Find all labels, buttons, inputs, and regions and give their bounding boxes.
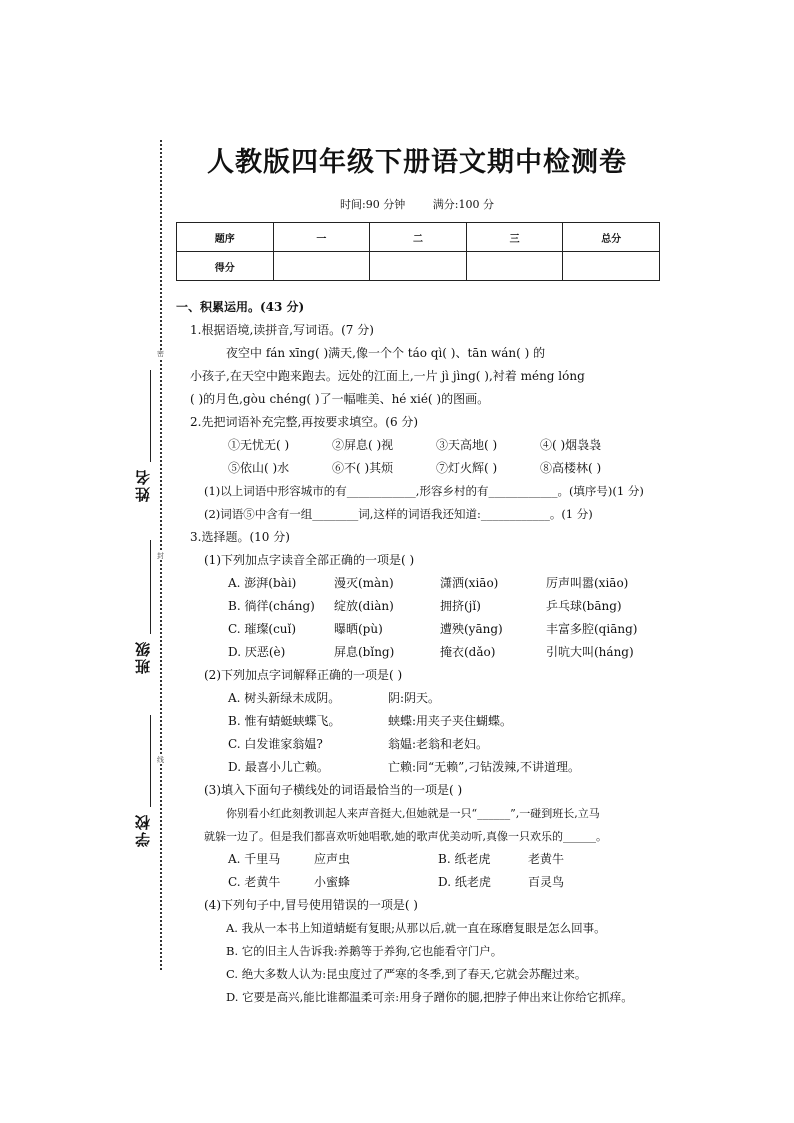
option-cell: C. 白发谁家翁媪? (228, 737, 323, 751)
score-header-cell: 二 (370, 223, 467, 252)
option-cell: 曝晒(pù) (334, 622, 383, 636)
q3-sub-1: (1)下列加点字读音全部正确的一项是( ) (204, 553, 415, 567)
option-cell: 小蜜蜂 (314, 875, 351, 889)
q3-2-option (176, 756, 662, 779)
q3-2-option (176, 687, 662, 710)
option-cell: 绽放(diàn) (334, 599, 394, 613)
name-line (150, 370, 151, 462)
seal-char-feng: 封 (157, 552, 164, 560)
question-1: 1.根据语境,读拼音,写词语。(7 分) (190, 323, 374, 337)
question-3: 3.选择题。(10 分) (190, 530, 290, 544)
option-cell: A. 树头新绿未成阴。 (228, 691, 341, 705)
option-cell: C. 老黄牛 (228, 875, 281, 889)
school-label: 学校 (134, 813, 152, 847)
section-heading: 一、积累运用。(43 分) (176, 300, 305, 314)
option-cell: 应声虫 (314, 852, 351, 866)
score-header-cell: 总分 (563, 223, 660, 252)
class-field[interactable] (132, 540, 152, 690)
q2-item: ④( )烟袅袅 (540, 438, 602, 452)
score-input-cell[interactable] (273, 252, 370, 281)
score-table (176, 222, 660, 281)
q3-sub-4: (4)下列句子中,冒号使用错误的一项是( ) (204, 898, 418, 912)
full-score-text: 满分:100 分 (432, 198, 494, 211)
q2-item: ②屏息( )视 (332, 438, 394, 452)
q3-4-option: B. 它的旧主人告诉我:养鹅等于养狗,它也能看守门户。 (226, 944, 503, 958)
q3-1-option (176, 572, 662, 595)
option-cell: A. 千里马 (228, 852, 281, 866)
option-cell: D. 厌恶(è) (228, 645, 286, 659)
option-cell: 厉声叫嚣(xiāo) (546, 576, 629, 590)
q3-3-passage: 就躲一边了。但是我们都喜欢听她唱歌,她的歌声优美动听,真像一只欢乐的______。 (204, 830, 607, 843)
school-line (150, 715, 151, 807)
q1-text-line: 夜空中 fán xīng( )满天,像一个个 táo qì( )、tān wán( ) 的 (226, 346, 546, 360)
option-cell: 亡赖:同“无赖”,刁钻泼辣,不讲道理。 (388, 760, 580, 774)
q2-sub-2: (2)词语⑤中含有一组________词,这样的词语我还知道:____________。(1 分) (204, 507, 593, 521)
option-cell: 翁媪:老翁和老妇。 (388, 737, 489, 751)
option-cell: 漫灭(màn) (334, 576, 394, 590)
class-line (150, 540, 151, 634)
option-cell: 掩衣(dǎo) (440, 645, 496, 659)
score-row (177, 252, 660, 281)
q3-4-option: C. 绝大多数人认为:昆虫度过了严寒的冬季,到了春天,它就会苏醒过来。 (226, 967, 587, 981)
option-cell: 百灵鸟 (528, 875, 565, 889)
q2-item: ⑤依山( )水 (228, 461, 290, 475)
q2-item: ⑧高楼林( ) (540, 461, 602, 475)
question-2: 2.先把词语补充完整,再按要求填空。(6 分) (190, 415, 419, 429)
q3-3-option (176, 871, 662, 894)
q3-1-option (176, 618, 662, 641)
q2-item: ⑥不( )其烦 (332, 461, 394, 475)
q1-text-line: 小孩子,在天空中跑来跑去。远处的江面上,一片 jì jìng( ),衬着 méng lóng (190, 369, 585, 383)
q3-4-option: D. 它要是高兴,能比谁都温柔可亲:用身子蹭你的腿,把脖子伸出来让你给它抓痒。 (226, 990, 633, 1004)
name-label: 姓名 (134, 468, 152, 502)
q3-1-option (176, 641, 662, 664)
option-cell: 拥挤(jǐ) (440, 599, 481, 613)
q1-text-line: ( )的月色,gòu chéng( )了一幅唯美、hé xié( )的图画。 (190, 392, 490, 406)
option-cell: 遭殃(yāng) (440, 622, 503, 636)
option-cell: 丰富多腔(qiāng) (546, 622, 638, 636)
option-cell: 阴:阴天。 (388, 691, 441, 705)
q2-row (176, 434, 662, 457)
score-input-cell[interactable] (563, 252, 660, 281)
option-cell: C. 璀璨(cuǐ) (228, 622, 297, 636)
q3-2-option (176, 710, 662, 733)
name-field[interactable] (132, 370, 152, 510)
score-header-cell: 题序 (177, 223, 274, 252)
score-header-row (177, 223, 660, 252)
option-cell: 潇洒(xiāo) (440, 576, 499, 590)
q3-4-option: A. 我从一本书上知道蜻蜓有复眼;从那以后,就一直在琢磨复眼是怎么回事。 (226, 921, 606, 935)
q3-3-passage: 你别看小红此刻教训起人来声音挺大,但她就是一只“______”,一碰到班长,立马 (226, 807, 600, 820)
score-label-cell: 得分 (177, 252, 274, 281)
option-cell: D. 最喜小儿亡赖。 (228, 760, 329, 774)
q2-item: ③天高地( ) (436, 438, 498, 452)
option-cell: 乒乓球(bāng) (546, 599, 622, 613)
school-field[interactable] (132, 715, 152, 855)
option-cell: B. 惟有蜻蜓蛱蝶飞。 (228, 714, 341, 728)
seal-char-xian: 线 (157, 756, 164, 764)
q2-sub-1: (1)以上词语中形容城市的有____________,形容乡村的有____________。(填序号)(1 分) (204, 484, 644, 498)
score-input-cell[interactable] (370, 252, 467, 281)
exam-info (170, 196, 664, 212)
q3-1-option (176, 595, 662, 618)
option-cell: 引吭大叫(háng) (546, 645, 634, 659)
option-cell: 老黄牛 (528, 852, 565, 866)
class-label: 班级 (134, 640, 152, 674)
q2-item: ①无忧无( ) (228, 438, 290, 452)
seal-char-mi: 密 (157, 350, 164, 358)
q2-row (176, 457, 662, 480)
option-cell: 蛱蝶:用夹子夹住蝴蝶。 (388, 714, 513, 728)
score-header-cell: 一 (273, 223, 370, 252)
q2-item: ⑦灯火辉( ) (436, 461, 498, 475)
option-cell: D. 纸老虎 (438, 875, 491, 889)
option-cell: B. 徜徉(cháng) (228, 599, 315, 613)
exam-content (176, 296, 662, 1009)
option-cell: B. 纸老虎 (438, 852, 491, 866)
page-title: 人教版四年级下册语文期中检测卷 (207, 147, 627, 178)
score-header-cell: 三 (466, 223, 563, 252)
q3-3-option (176, 848, 662, 871)
score-input-cell[interactable] (466, 252, 563, 281)
option-cell: 屏息(bǐng) (334, 645, 395, 659)
time-text: 时间:90 分钟 (340, 198, 406, 211)
q3-sub-3: (3)填入下面句子横线处的词语最恰当的一项是( ) (204, 783, 463, 797)
q3-2-option (176, 733, 662, 756)
q3-sub-2: (2)下列加点字词解释正确的一项是( ) (204, 668, 403, 682)
option-cell: A. 澎湃(bài) (228, 576, 297, 590)
